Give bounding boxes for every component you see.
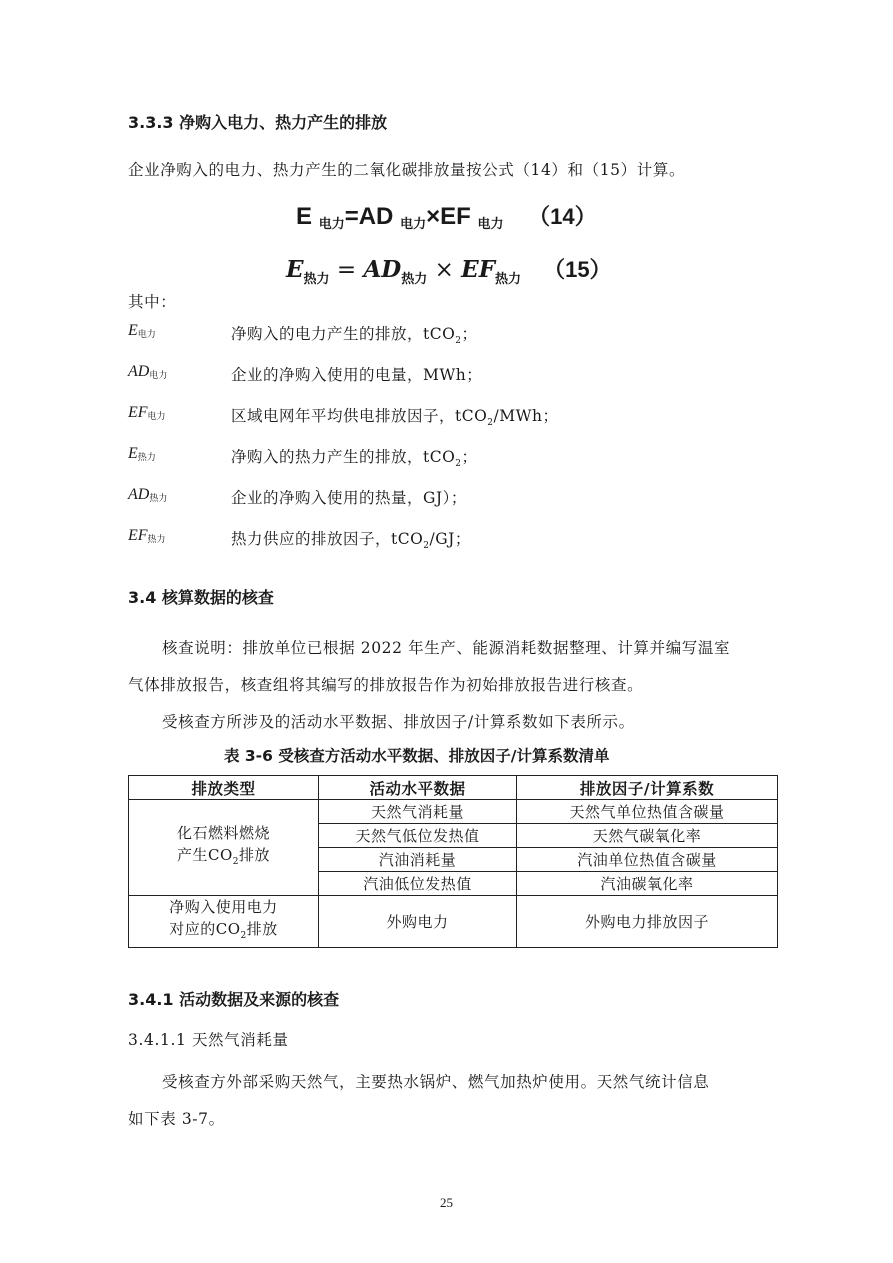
def-description: 区域电网年平均供电排放因子，tCO$_2$/MWh； <box>231 407 559 429</box>
eq15-number: （15） <box>543 257 612 282</box>
eq15-ad-sub: 热力 <box>401 272 428 287</box>
equation-15 <box>286 253 612 287</box>
intro-paragraph: 企业净购入的电力、热力产生的二氧化碳排放量按公式（14）和（15）计算。 <box>128 161 686 179</box>
eq15-e-sub: 热力 <box>303 272 330 287</box>
table-cell: 汽油低位发热值 <box>319 872 517 896</box>
data-table <box>128 775 778 948</box>
table-cell: 外购电力 <box>319 896 517 948</box>
table-cell: 汽油消耗量 <box>319 848 517 872</box>
table-cell: 天然气消耗量 <box>319 800 517 824</box>
eq15-times: × <box>427 257 462 283</box>
def-symbol: $EF_{电力}$ <box>128 404 166 421</box>
table-cell: 天然气单位热值含碳量 <box>517 800 778 824</box>
def-description: 企业的净购入使用的电量，MWh； <box>231 366 483 384</box>
def-symbol: $AD_{电力}$ <box>128 363 168 380</box>
table-cell: 汽油碳氧化率 <box>517 872 778 896</box>
table-cell: 天然气低位发热值 <box>319 824 517 848</box>
eq14-ef-sub: 电力 <box>477 216 504 231</box>
def-description: 企业的净购入使用的热量，GJ）； <box>231 489 467 507</box>
equation-14 <box>296 200 597 232</box>
eq14-lhs: E <box>296 203 313 230</box>
eq14-ef: ×EF <box>426 203 471 230</box>
eq14-lhs-sub: 电力 <box>318 216 345 231</box>
table-header-row <box>129 776 778 800</box>
eq14-ad-sub: 电力 <box>400 216 427 231</box>
eq14-number: （14） <box>528 204 597 229</box>
def-symbol: $AD_{热力}$ <box>128 486 168 503</box>
table-row <box>129 896 778 948</box>
table-cell: 汽油单位热值含碳量 <box>517 848 778 872</box>
paragraph-line: 核查说明：排放单位已根据 2022 年生产、能源消耗数据整理、计算并编写温室 <box>162 639 731 657</box>
paragraph-line: 气体排放报告，核查组将其编写的排放报告作为初始排放报告进行核查。 <box>128 676 644 694</box>
where-label: 其中： <box>128 293 177 311</box>
def-symbol: $EF_{热力}$ <box>128 527 166 544</box>
table-header-cell: 活动水平数据 <box>319 776 517 800</box>
eq15-e: E <box>286 256 304 283</box>
page-number: 25 <box>440 1195 453 1210</box>
section-heading-3-3-3: 3.3.3 净购入电力、热力产生的排放 <box>128 113 388 132</box>
def-description: 净购入的电力产生的排放，tCO$_2$； <box>231 325 478 347</box>
eq14-ad: =AD <box>344 203 394 230</box>
table-cell: 外购电力排放因子 <box>517 896 778 948</box>
section-heading-3-4-1: 3.4.1 活动数据及来源的核查 <box>128 990 340 1009</box>
def-description: 净购入的热力产生的排放，tCO$_2$； <box>231 448 478 470</box>
table-group-cell: 化石燃料燃烧 产生$CO_2$排放 <box>129 800 319 896</box>
def-description: 热力供应的排放因子，tCO$_2$/GJ； <box>231 530 471 552</box>
def-symbol: $E_{热力}$ <box>128 445 156 462</box>
def-symbol: $E_{电力}$ <box>128 322 156 339</box>
paragraph-line: 如下表 3-7。 <box>128 1110 225 1128</box>
eq15-equals: = <box>329 257 364 283</box>
subsection-heading-3-4-1-1: 3.4.1.1 天然气消耗量 <box>128 1031 289 1049</box>
table-row <box>129 800 778 824</box>
table-header-cell: 排放因子/计算系数 <box>517 776 778 800</box>
table-header-cell: 排放类型 <box>129 776 319 800</box>
table-caption: 表 3-6 受核查方活动水平数据、排放因子/计算系数清单 <box>224 747 610 765</box>
table-cell: 天然气碳氧化率 <box>517 824 778 848</box>
table-group-cell: 净购入使用电力 对应的$CO_2$排放 <box>129 896 319 948</box>
paragraph-line: 受核查方外部采购天然气，主要热水锅炉、燃气加热炉使用。天然气统计信息 <box>162 1073 710 1091</box>
eq15-ef: EF <box>461 256 496 283</box>
section-heading-3-4: 3.4 核算数据的核查 <box>128 588 274 607</box>
eq15-ef-sub: 热力 <box>495 272 522 287</box>
eq15-ad: AD <box>363 256 402 283</box>
paragraph-line: 受核查方所涉及的活动水平数据、排放因子/计算系数如下表所示。 <box>162 713 635 731</box>
